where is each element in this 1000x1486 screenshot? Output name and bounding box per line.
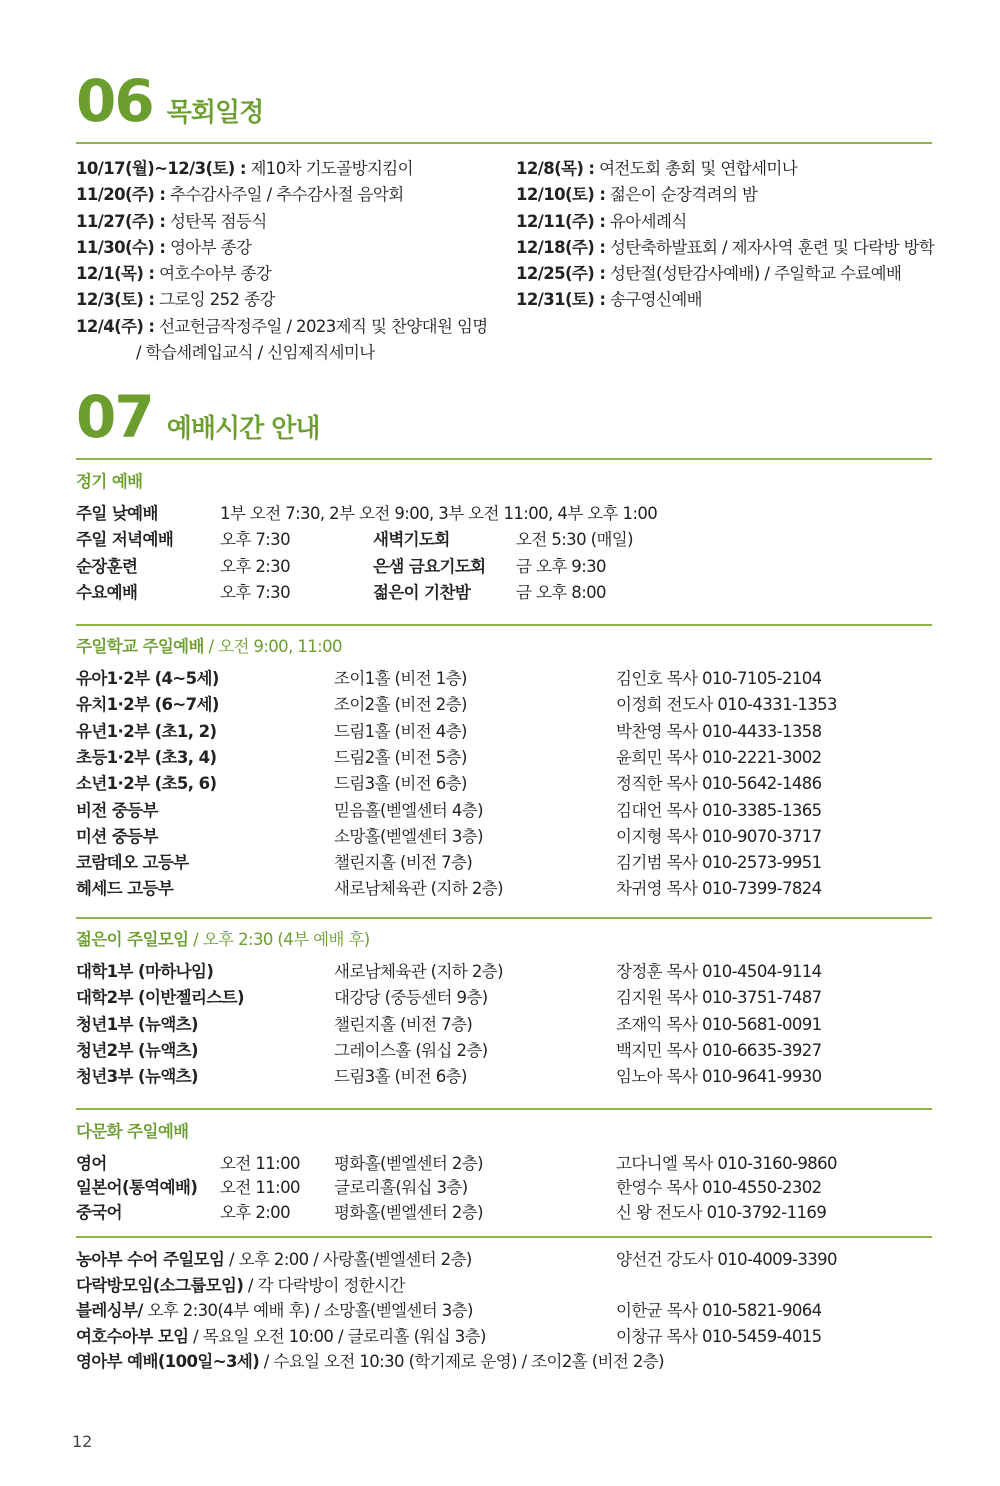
contact: 이지형 목사 010-9070-3717: [616, 826, 822, 846]
location: 새로남체육관 (지하 2층): [334, 879, 503, 899]
table-row: [76, 1200, 936, 1226]
schedule-text: 영아부 종강: [165, 237, 252, 257]
meeting-info: [76, 1273, 405, 1299]
divider: [76, 142, 932, 144]
table-row: [76, 1012, 936, 1038]
table-row: [76, 719, 936, 745]
contact: 김기범 목사 010-2573-9951: [616, 853, 822, 873]
table-row: [76, 666, 936, 692]
divider: [76, 1236, 932, 1238]
location: 평화홀(벧엘센터 2층): [334, 1154, 483, 1173]
table-row: [76, 692, 936, 718]
meeting-detail: / 수요일 오전 10:30 (학기제로 운영) / 조이2홀 (비전 2층): [259, 1352, 664, 1371]
language: 중국어: [76, 1202, 123, 1222]
table-row: [76, 1038, 936, 1064]
sunday-school-heading-label: 주일학교 주일예배: [76, 637, 204, 656]
contact: 백지민 목사 010-6635-3927: [616, 1040, 822, 1060]
location: 그레이스홀 (워십 2층): [334, 1040, 488, 1060]
schedule-text: 추수감사주일 / 추수감사절 음악회: [165, 185, 404, 205]
meeting-info: [76, 1324, 486, 1350]
meeting-detail: / 각 다락방이 정한시간: [243, 1275, 405, 1295]
page-number: 12: [72, 1432, 93, 1451]
location: 글로리홀(워십 3층): [334, 1178, 468, 1198]
schedule-item: [516, 261, 934, 287]
department: 헤세드 고등부: [76, 879, 174, 899]
schedule-right-column: [516, 156, 934, 314]
meeting-info: [76, 1349, 664, 1375]
schedule-item: [76, 261, 488, 287]
meeting-name: 농아부 수어 주일모임: [76, 1250, 225, 1269]
department: 초등1·2부 (초3, 4): [76, 747, 217, 767]
contact: 김지원 목사 010-3751-7487: [616, 988, 822, 1008]
department: 비전 중등부: [76, 800, 158, 820]
schedule-date: 12/4(주) :: [76, 316, 155, 336]
schedule-item: [76, 182, 488, 208]
schedule-date: 12/8(목) :: [516, 159, 595, 178]
schedule-item: [76, 314, 488, 340]
meeting-name: 블레싱부/: [76, 1301, 143, 1320]
contact: 정직한 목사 010-5642-1486: [616, 774, 822, 794]
schedule-date: 10/17(월)~12/3(토) :: [76, 159, 246, 178]
schedule-item: [516, 235, 934, 261]
time: 오후 2:00: [220, 1202, 290, 1222]
contact: 조재익 목사 010-5681-0091: [616, 1014, 822, 1034]
contact: 한영수 목사 010-4550-2302: [616, 1178, 822, 1198]
schedule-text: 젊은이 순장격려의 밤: [605, 185, 758, 205]
department: 미션 중등부: [76, 826, 158, 846]
schedule-text: 제10차 기도골방지킴이: [245, 159, 413, 178]
worship-time: 오후 7:30: [220, 582, 290, 602]
schedule-date: 12/18(주) :: [516, 237, 606, 257]
worship-time-2: 오전 5:30 (매일): [516, 530, 633, 550]
contact: 신 왕 전도사 010-3792-1169: [616, 1202, 827, 1222]
list-item: [76, 1247, 936, 1273]
table-row: [76, 771, 936, 797]
schedule-text: 여전도회 총회 및 연합세미나: [594, 159, 798, 178]
time: 오전 11:00: [220, 1154, 300, 1173]
department: 청년3부 (뉴액츠): [76, 1067, 198, 1087]
location: 드림3홀 (비전 6층): [334, 1067, 467, 1087]
time: 오전 11:00: [220, 1178, 300, 1198]
schedule-text: 선교헌금작정주일 / 2023제직 및 찬양대원 임명: [154, 316, 488, 336]
schedule-date: 11/27(주) :: [76, 211, 166, 231]
location: 드림1홀 (비전 4층): [334, 721, 467, 741]
language: 일본어(통역예배): [76, 1178, 198, 1198]
list-item: [76, 1298, 936, 1324]
schedule-item: [76, 235, 488, 261]
contact: 윤희민 목사 010-2221-3002: [616, 747, 822, 767]
list-item: [76, 1273, 936, 1299]
meeting-detail: / 오후 2:00 / 사랑홀(벧엘센터 2층): [224, 1250, 472, 1269]
language: 영어: [76, 1154, 107, 1173]
location: 조이1홀 (비전 1층): [334, 669, 467, 688]
worship-name-2: 은샘 금요기도회: [373, 556, 486, 576]
department: 대학2부 (이반젤리스트): [76, 988, 244, 1008]
worship-time-2: 금 오후 9:30: [516, 556, 606, 576]
table-row: [76, 580, 936, 606]
table-row: [76, 1175, 936, 1201]
location: 믿음홀(벧엘센터 4층): [334, 800, 483, 820]
department: 유년1·2부 (초1, 2): [76, 721, 217, 741]
schedule-text: 여호수아부 종강: [154, 264, 272, 284]
schedule-item: [76, 209, 488, 235]
worship-time-2: 금 오후 8:00: [516, 582, 606, 602]
meeting-info: [76, 1298, 473, 1324]
contact: 임노아 목사 010-9641-9930: [616, 1067, 822, 1087]
schedule-item: [516, 156, 934, 182]
schedule-date: 12/31(토) :: [516, 290, 606, 310]
multicultural-heading: 다문화 주일예배: [76, 1122, 189, 1141]
schedule-text: 그로잉 252 종강: [154, 290, 275, 310]
schedule-text: 유아세례식: [605, 211, 687, 231]
contact: 이한균 목사 010-5821-9064: [616, 1301, 822, 1320]
section-06-header: [76, 67, 264, 135]
table-row: [76, 527, 936, 553]
schedule-item: [76, 156, 488, 182]
schedule-date: 11/30(수) :: [76, 237, 166, 257]
table-row: [76, 745, 936, 771]
worship-name: 순장훈련: [76, 556, 138, 576]
section-06-title: 목회일정: [166, 98, 264, 128]
location: 챌린지홀 (비전 7층): [334, 853, 473, 873]
worship-time: 오후 7:30: [220, 530, 290, 550]
schedule-date: 12/3(토) :: [76, 290, 155, 310]
divider: [76, 458, 932, 460]
worship-time: 오후 2:30: [220, 556, 290, 576]
department: 유치1·2부 (6~7세): [76, 695, 219, 715]
contact: 김인호 목사 010-7105-2104: [616, 669, 822, 688]
contact: 이정희 전도사 010-4331-1353: [616, 695, 837, 715]
schedule-date: 12/10(토) :: [516, 185, 606, 205]
sunday-school-heading-time: / 오전 9:00, 11:00: [203, 637, 342, 656]
schedule-text: 성탄절(성탄감사예배) / 주일학교 수료예배: [605, 264, 902, 284]
table-row: [76, 985, 936, 1011]
schedule-date: 12/11(주) :: [516, 211, 606, 231]
list-item: [76, 1349, 936, 1375]
schedule-date: 12/1(목) :: [76, 264, 155, 284]
contact: 장정훈 목사 010-4504-9114: [616, 962, 822, 981]
meeting-detail: 오후 2:30(4부 예배 후) / 소망홀(벧엘센터 3층): [142, 1301, 473, 1320]
schedule-item: [516, 182, 934, 208]
schedule-item: [76, 287, 488, 313]
young-adult-heading-label: 젊은이 주일모임: [76, 930, 189, 949]
location: 소망홀(벧엘센터 3층): [334, 826, 483, 846]
schedule-text: 성탄목 점등식: [165, 211, 267, 231]
regular-worship-heading: 정기 예배: [76, 472, 143, 491]
meeting-name: 다락방모임(소그룹모임): [76, 1275, 244, 1295]
table-row: [76, 850, 936, 876]
schedule-item-continued: / 학습세례입교식 / 신임제직세미나: [136, 343, 375, 363]
meeting-name: 영아부 예배(100일~3세): [76, 1352, 260, 1371]
contact: 김대언 목사 010-3385-1365: [616, 800, 822, 820]
location: 대강당 (중등센터 9층): [334, 988, 488, 1008]
table-row: [76, 959, 936, 985]
meeting-info: [76, 1247, 472, 1273]
department: 소년1·2부 (초5, 6): [76, 774, 217, 794]
contact: 박찬영 목사 010-4433-1358: [616, 721, 822, 741]
divider: [76, 624, 932, 626]
schedule-item: [516, 209, 934, 235]
department: 청년2부 (뉴액츠): [76, 1040, 198, 1060]
worship-time: 1부 오전 7:30, 2부 오전 9:00, 3부 오전 11:00, 4부 오후 1:00: [220, 504, 658, 523]
location: 드림2홀 (비전 5층): [334, 747, 467, 767]
location: 평화홀(벧엘센터 2층): [334, 1202, 483, 1222]
sunday-school-heading: [76, 633, 342, 657]
table-row: [76, 798, 936, 824]
table-row: [76, 1064, 936, 1090]
department: 대학1부 (마하나임): [76, 962, 214, 981]
table-row: [76, 876, 936, 902]
section-07-header: [76, 383, 320, 451]
worship-name-2: 젊은이 기찬밤: [373, 582, 471, 602]
location: 새로남체육관 (지하 2층): [334, 962, 503, 981]
worship-name-2: 새벽기도회: [373, 530, 450, 550]
location: 드림3홀 (비전 6층): [334, 774, 467, 794]
list-item: [76, 1324, 936, 1350]
location: 조이2홀 (비전 2층): [334, 695, 467, 715]
schedule-date: 12/25(주) :: [516, 264, 606, 284]
schedule-text: 성탄축하발표회 / 제자사역 훈련 및 다락방 방학: [605, 237, 935, 257]
contact: 고다니엘 목사 010-3160-9860: [616, 1154, 837, 1173]
worship-name: 주일 저녁예배: [76, 530, 174, 550]
divider: [76, 1108, 932, 1110]
table-row: [76, 501, 936, 527]
worship-name: 수요예배: [76, 582, 138, 602]
schedule-date: 11/20(주) :: [76, 185, 166, 205]
section-07-number: 07: [76, 383, 153, 451]
divider: [76, 917, 932, 919]
department: 청년1부 (뉴액츠): [76, 1014, 198, 1034]
contact: 차귀영 목사 010-7399-7824: [616, 879, 822, 899]
department: 코람데오 고등부: [76, 853, 189, 873]
meeting-name: 여호수아부 모임: [76, 1326, 189, 1346]
location: 챌린지홀 (비전 7층): [334, 1014, 473, 1034]
young-adult-heading-time: / 오후 2:30 (4부 예배 후): [188, 930, 370, 949]
section-06-number: 06: [76, 67, 153, 135]
schedule-left-column: [76, 156, 488, 366]
table-row: [76, 554, 936, 580]
department: 유아1·2부 (4~5세): [76, 669, 219, 688]
worship-name: 주일 낮예배: [76, 504, 158, 523]
table-row: [76, 824, 936, 850]
meeting-detail: / 목요일 오전 10:00 / 글로리홀 (워십 3층): [188, 1326, 486, 1346]
schedule-item: [516, 287, 934, 313]
young-adult-heading: [76, 926, 370, 950]
section-07-title: 예배시간 안내: [166, 414, 320, 444]
contact: 이창규 목사 010-5459-4015: [616, 1326, 822, 1346]
schedule-text: 송구영신예배: [605, 290, 703, 310]
table-row: [76, 1151, 936, 1177]
contact: 양선건 강도사 010-4009-3390: [616, 1250, 837, 1269]
